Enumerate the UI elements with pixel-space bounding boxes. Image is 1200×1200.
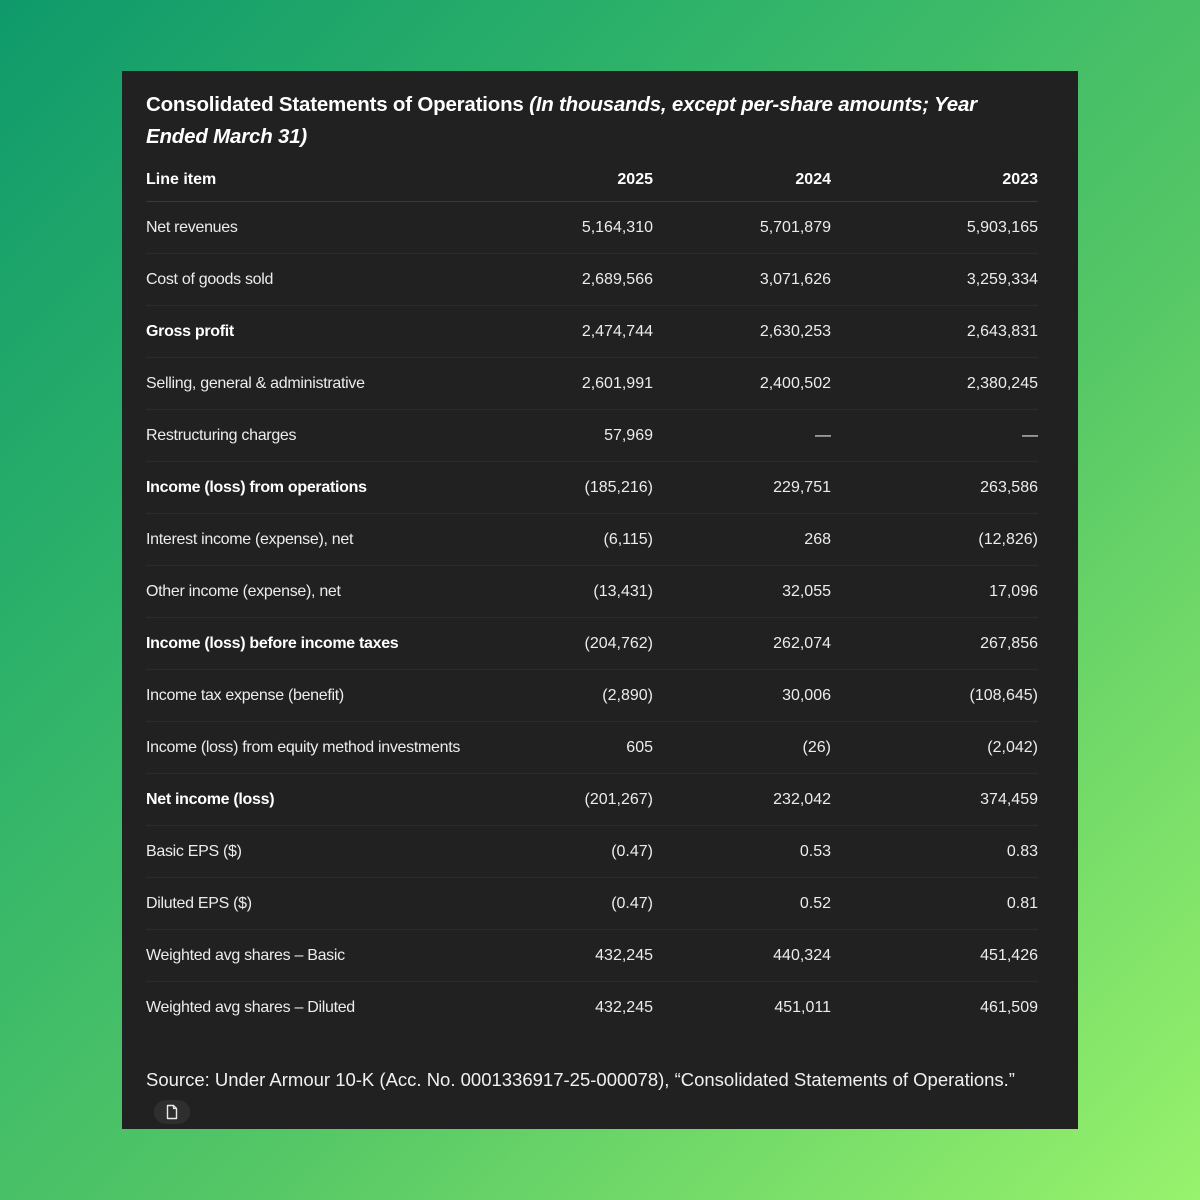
- row-label: Net revenues: [146, 202, 486, 254]
- value-2024: 0.53: [653, 826, 831, 878]
- value-2023: (108,645): [831, 670, 1038, 722]
- value-2024: 2,400,502: [653, 358, 831, 410]
- row-label: Restructuring charges: [146, 410, 486, 462]
- table-row: [146, 462, 1038, 514]
- value-2023: 3,259,334: [831, 254, 1038, 306]
- row-label: Gross profit: [146, 306, 486, 358]
- value-2025: 2,689,566: [486, 254, 653, 306]
- value-2023: 374,459: [831, 774, 1038, 826]
- table-row: [146, 722, 1038, 774]
- value-2024: 232,042: [653, 774, 831, 826]
- statement-panel: [122, 71, 1078, 1129]
- value-2023: 451,426: [831, 930, 1038, 982]
- value-2024: 3,071,626: [653, 254, 831, 306]
- value-2024: 0.52: [653, 878, 831, 930]
- value-2025: 432,245: [486, 930, 653, 982]
- value-2025: (6,115): [486, 514, 653, 566]
- value-2024: 229,751: [653, 462, 831, 514]
- value-2024: 440,324: [653, 930, 831, 982]
- table-row: [146, 618, 1038, 670]
- title-main: Consolidated Statements of Operations: [146, 93, 524, 116]
- value-2025: (13,431): [486, 566, 653, 618]
- header-line-item: Line item: [146, 161, 486, 202]
- copy-source-button[interactable]: [154, 1100, 190, 1124]
- row-label: Income tax expense (benefit): [146, 670, 486, 722]
- value-2025: (2,890): [486, 670, 653, 722]
- table-row: [146, 202, 1038, 254]
- row-label: Selling, general & administrative: [146, 358, 486, 410]
- value-2025: (0.47): [486, 826, 653, 878]
- table-row: [146, 566, 1038, 618]
- value-2024: 268: [653, 514, 831, 566]
- value-2025: (0.47): [486, 878, 653, 930]
- table-row: [146, 774, 1038, 826]
- row-label: Income (loss) from operations: [146, 462, 486, 514]
- header-2024: 2024: [653, 161, 831, 202]
- table-row: [146, 878, 1038, 930]
- document-copy-icon: [165, 1104, 179, 1120]
- value-2023: 5,903,165: [831, 202, 1038, 254]
- value-2025: 605: [486, 722, 653, 774]
- value-2024: 2,630,253: [653, 306, 831, 358]
- source-text: Source: Under Armour 10-K (Acc. No. 0001336917-25-000078), “Consolidated Statements of Operations.”: [146, 1069, 1015, 1090]
- value-2023: (2,042): [831, 722, 1038, 774]
- row-label: Weighted avg shares – Basic: [146, 930, 486, 982]
- header-2023: 2023: [831, 161, 1038, 202]
- value-2023: 2,380,245: [831, 358, 1038, 410]
- row-label: Weighted avg shares – Diluted: [146, 998, 355, 1016]
- table-body: [146, 202, 1038, 1034]
- value-2024: 262,074: [653, 618, 831, 670]
- operations-table: [146, 161, 1038, 1033]
- value-2025: 2,601,991: [486, 358, 653, 410]
- value-2024: (26): [653, 722, 831, 774]
- row-label: Cost of goods sold: [146, 254, 486, 306]
- value-2023: 461,509: [980, 998, 1038, 1016]
- table-row: [146, 670, 1038, 722]
- value-2023: 0.83: [831, 826, 1038, 878]
- value-2025: 5,164,310: [486, 202, 653, 254]
- row-label: Net income (loss): [146, 774, 486, 826]
- table-row: [146, 358, 1038, 410]
- table-row: [146, 514, 1038, 566]
- table-row: [146, 930, 1038, 982]
- value-2025: 57,969: [486, 410, 653, 462]
- title-subtitle: (In thousands, except per-share amounts; Year Ended March 31): [146, 93, 977, 148]
- table-title: [146, 89, 1038, 153]
- value-2024: 30,006: [653, 670, 831, 722]
- table-row: [146, 410, 1038, 462]
- value-2023: 17,096: [831, 566, 1038, 618]
- table-header-row: [146, 161, 1038, 202]
- row-label: Income (loss) from equity method investments: [146, 722, 486, 774]
- value-2025: 432,245: [595, 998, 653, 1016]
- table-row: [146, 306, 1038, 358]
- value-2023: (12,826): [831, 514, 1038, 566]
- value-2024: —: [653, 410, 831, 462]
- value-2025: 2,474,744: [486, 306, 653, 358]
- row-label: Interest income (expense), net: [146, 514, 486, 566]
- value-2024: 5,701,879: [653, 202, 831, 254]
- row-label: Basic EPS ($): [146, 826, 486, 878]
- value-2025: (185,216): [486, 462, 653, 514]
- source-note: [146, 1063, 1026, 1129]
- value-2025: (201,267): [486, 774, 653, 826]
- value-2024: 451,011: [774, 998, 831, 1016]
- value-2023: 2,643,831: [831, 306, 1038, 358]
- value-2023: 263,586: [831, 462, 1038, 514]
- table-row: [146, 982, 1038, 1034]
- value-2023: —: [831, 410, 1038, 462]
- row-label: Other income (expense), net: [146, 566, 486, 618]
- header-2025: 2025: [486, 161, 653, 202]
- row-label: Diluted EPS ($): [146, 878, 486, 930]
- value-2023: 267,856: [831, 618, 1038, 670]
- value-2024: 32,055: [653, 566, 831, 618]
- value-2025: (204,762): [486, 618, 653, 670]
- row-label: Income (loss) before income taxes: [146, 618, 486, 670]
- table-row: [146, 826, 1038, 878]
- table-row: [146, 254, 1038, 306]
- value-2023: 0.81: [831, 878, 1038, 930]
